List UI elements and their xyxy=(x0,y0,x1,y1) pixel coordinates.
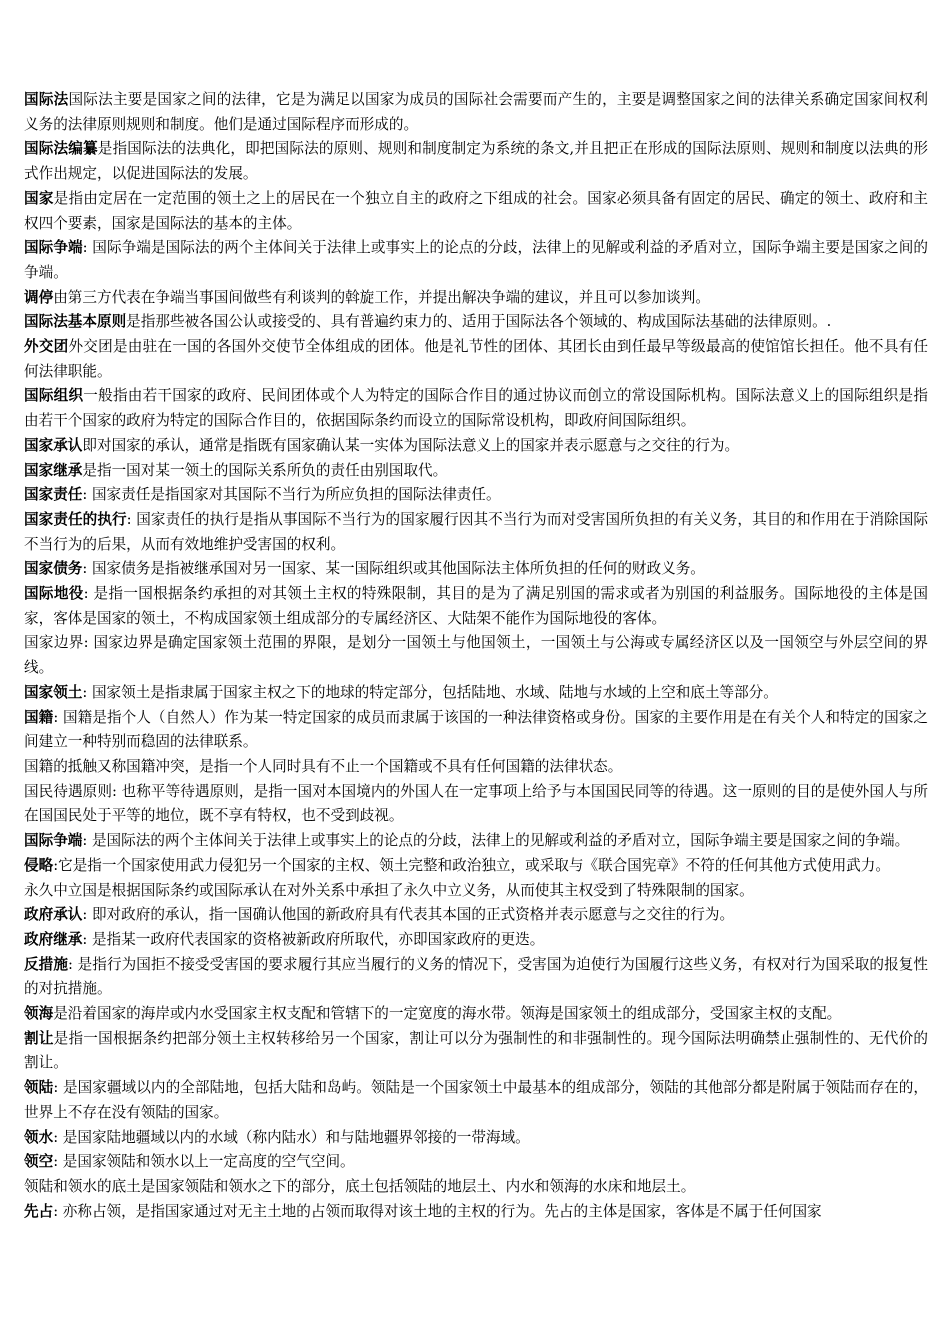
glossary-entry xyxy=(24,681,928,706)
glossary-term: 政府承认 xyxy=(24,906,83,924)
glossary-definition: 由第三方代表在争端当事国间做些有利谈判的斡旋工作，并提出解决争端的建议，并且可以参加谈判。 xyxy=(53,288,710,306)
glossary-definition: : 国家责任是指国家对其国际不当行为所应负担的国际法律责任。 xyxy=(82,486,501,504)
glossary-definition: 一般指由若干国家的政府、民间团体或个人为特定的国际合作目的通过协议而创立的常设国际机构。国际法意义上的国际组织是指由若干个国家的政府为特定的国际合作目的，依据国际条约而设立的国际常设机构，即政府间国际组织。 xyxy=(24,387,928,430)
glossary-definition: : 是指行为国拒不接受受害国的要求履行其应当履行的义务的情况下，受害国为迫使行为国履行这些义务，有权对行为国采取的报复性的对抗措施。 xyxy=(24,955,928,998)
glossary-term: 领空 xyxy=(24,1153,54,1171)
glossary-entry xyxy=(24,829,928,854)
glossary-definition: : 国家债务是指被继承国对另一国家、某一国际组织或其他国际法主体所负担的任何的财政义务。 xyxy=(82,560,705,578)
glossary-definition: 领陆和领水的底土是国家领陆和领水之下的部分，底土包括领陆的地层土、内水和领海的水床和地层土。 xyxy=(24,1177,696,1195)
glossary-definition: 国家边界: 国家边界是确定国家领土范围的界限，是划分一国领土与他国领土，一国领土与公海或专属经济区以及一国领空与外层空间的界线。 xyxy=(24,634,928,677)
glossary-definition: 是指由定居在一定范围的领土之上的居民在一个独立自主的政府之下组成的社会。国家必须具备有固定的居民、确定的领土、政府和主权四个要素，国家是国际法的基本的主体。 xyxy=(24,189,928,232)
glossary-definition: :它是指一个国家使用武力侵犯另一个国家的主权、领土完整和政治独立，或采取与《联合国宪章》不符的任何其他方式使用武力。 xyxy=(53,856,890,874)
glossary-entry xyxy=(24,508,928,557)
glossary-definition: 是指国际法的法典化，即把国际法的原则、规则和制度制定为系统的条文,并且把正在形成的国际法原则、规则和制度以法典的形式作出规定，以促进国际法的发展。 xyxy=(24,140,928,183)
glossary-definition: : 国家领土是指隶属于国家主权之下的地球的特定部分，包括陆地、水域、陆地与水域的上空和底土等部分。 xyxy=(82,683,778,701)
glossary-entry xyxy=(24,88,928,137)
glossary-entry xyxy=(24,953,928,1002)
glossary-term: 国际组织 xyxy=(24,387,84,405)
glossary-term: 外交团 xyxy=(24,338,69,356)
glossary-term: 国际法编纂 xyxy=(24,140,98,158)
glossary-definition: : 是国家领陆和领水以上一定高度的空气空间。 xyxy=(53,1153,355,1171)
glossary-definition: 国籍的抵触又称国籍冲突，是指一个人同时具有不止一个国籍或不具有任何国籍的法律状态。 xyxy=(24,757,623,775)
glossary-definition: 国际法主要是国家之间的法律，它是为满足以国家为成员的国际社会需要而产生的，主要是调整国家之间的法律关系确定国家间权利义务的法律原则规则和制度。他们是通过国际程序而形成的。 xyxy=(24,91,928,133)
glossary-term: 领陆 xyxy=(24,1079,54,1097)
glossary-entry xyxy=(24,187,928,236)
glossary-definition: 永久中立国是根据国际条约或国际承认在对外关系中承担了永久中立义务，从而使其主权受到了特殊限制的国家。 xyxy=(24,881,754,899)
glossary-entry xyxy=(24,459,928,484)
glossary-entry xyxy=(24,286,928,311)
glossary-entry xyxy=(24,557,928,582)
glossary-term: 调停 xyxy=(24,288,54,306)
glossary-entry xyxy=(24,706,928,755)
glossary-entry xyxy=(24,1175,928,1200)
glossary-definition: 是指那些被各国公认或接受的、具有普遍约束力的、适用于国际法各个领域的、构成国际法基础的法律原则。. xyxy=(126,313,832,331)
glossary-definition: : 国家责任的执行是指从事国际不当行为的国家履行因其不当行为而对受害国所负担的有关义务，其目的和作用在于消除国际不当行为的后果，从而有效地维护受害国的权利。 xyxy=(24,510,928,553)
glossary-definition: 外交团是由驻在一国的各国外交使节全体组成的团体。他是礼节性的团体、其团长由到任最早等级最高的使馆馆长担任。他不具有任何法律职能。 xyxy=(24,338,928,380)
glossary-definition: : 是指一国根据条约承担的对其领土主权的特殊限制，其目的是为了满足别国的需求或者为别国的利益服务。国际地役的主体是国家，客体是国家的领土，不构成国家领土组成部分的专属经济区、大陆架不能作为国际地役的客体。 xyxy=(24,585,928,627)
glossary-definition: : 国际争端是国际法的两个主体间关于法律上或事实上的论点的分歧，法律上的见解或利益的矛盾对立，国际争端主要是国家之间的争端。 xyxy=(24,239,928,281)
glossary-entry xyxy=(24,854,928,879)
glossary-term: 先占 xyxy=(24,1202,54,1220)
glossary-entry xyxy=(24,335,928,384)
glossary-entry xyxy=(24,137,928,186)
glossary-definition: : 是国际法的两个主体间关于法律上或事实上的论点的分歧，法律上的见解或利益的矛盾对立，国际争端主要是国家之间的争端。 xyxy=(82,832,910,850)
glossary-term: 国际地役 xyxy=(24,585,84,603)
glossary-term: 国际法 xyxy=(24,91,69,108)
glossary-term: 侵略 xyxy=(24,856,54,874)
glossary-term: 国际争端 xyxy=(24,832,83,850)
glossary-definition: : 国籍是指个人（自然人）作为某一特定国家的成员而隶属于该国的一种法律资格或身份。国家的主要作用是在有关个人和特定的国家之间建立一种特别而稳固的法律联系。 xyxy=(24,708,928,751)
glossary-definition: 国民待遇原则: 也称平等待遇原则，是指一国对本国境内的外国人在一定事项上给予与本国国民同等的待遇。这一原则的目的是使外国人与所在国国民处于平等的地位，既不享有特权，也不受到歧视。 xyxy=(24,782,928,825)
glossary-definition: 是指一国对某一领土的国际关系所负的责任由别国取代。 xyxy=(82,461,448,479)
glossary-entry xyxy=(24,928,928,953)
glossary-entry xyxy=(24,879,928,904)
glossary-entry xyxy=(24,310,928,335)
glossary-definition: : 是指某一政府代表国家的资格被新政府所取代，亦即国家政府的更迭。 xyxy=(82,930,545,948)
glossary-definition: 是指一国根据条约把部分领土主权转移给另一个国家，割让可以分为强制性的和非强制性的。现今国际法明确禁止强制性的、无代价的割让。 xyxy=(24,1029,928,1072)
glossary-entry xyxy=(24,780,928,829)
glossary-definition: : 是国家陆地疆域以内的水域（称内陆水）和与陆地疆界邻接的一带海域。 xyxy=(53,1128,530,1146)
glossary-term: 国际争端 xyxy=(24,239,83,257)
glossary-entry xyxy=(24,903,928,928)
glossary-definition: : 亦称占领，是指国家通过对无主土地的占领而取得对该土地的主权的行为。先占的主体是国家，客体是不属于任何国家 xyxy=(53,1202,822,1220)
glossary-entry xyxy=(24,483,928,508)
glossary-entry xyxy=(24,384,928,433)
glossary-definition: 即对国家的承认，通常是指既有国家确认某一实体为国际法意义上的国家并表示愿意与之交往的行为。 xyxy=(82,436,740,454)
glossary-entry xyxy=(24,1027,928,1076)
glossary-entry xyxy=(24,1200,928,1225)
glossary-entry xyxy=(24,1002,928,1027)
document-body xyxy=(24,88,928,1224)
glossary-definition: : 是国家疆域以内的全部陆地，包括大陆和岛屿。领陆是一个国家领土中最基本的组成部分，领陆的其他部分都是附属于领陆而存在的，世界上不存在没有领陆的国家。 xyxy=(24,1079,928,1121)
glossary-entry xyxy=(24,755,928,780)
glossary-entry xyxy=(24,236,928,285)
glossary-term: 国家 xyxy=(24,189,54,207)
glossary-term: 割让 xyxy=(24,1029,54,1047)
glossary-entry xyxy=(24,1076,928,1125)
glossary-term: 政府继承 xyxy=(24,930,83,948)
glossary-entry xyxy=(24,434,928,459)
glossary-term: 领水 xyxy=(24,1128,54,1146)
glossary-entry xyxy=(24,1126,928,1151)
glossary-term: 国家领土 xyxy=(24,683,83,701)
glossary-term: 国家责任 xyxy=(24,486,83,504)
glossary-term: 国际法基本原则 xyxy=(24,313,127,331)
glossary-definition: : 即对政府的承认，指一国确认他国的新政府具有代表其本国的正式资格并表示愿意与之交往的行为。 xyxy=(82,906,735,924)
glossary-definition: 是沿着国家的海岸或内水受国家主权支配和管辖下的一定宽度的海水带。领海是国家领土的组成部分，受国家主权的支配。 xyxy=(53,1005,842,1023)
glossary-term: 国家责任的执行 xyxy=(24,510,127,528)
glossary-entry xyxy=(24,582,928,631)
glossary-term: 反措施 xyxy=(24,955,68,973)
glossary-term: 国家债务 xyxy=(24,560,83,578)
glossary-entry xyxy=(24,1150,928,1175)
glossary-entry xyxy=(24,631,928,680)
glossary-term: 国家继承 xyxy=(24,461,83,479)
glossary-term: 国籍 xyxy=(24,708,54,726)
glossary-term: 领海 xyxy=(24,1005,54,1023)
glossary-term: 国家承认 xyxy=(24,436,83,454)
